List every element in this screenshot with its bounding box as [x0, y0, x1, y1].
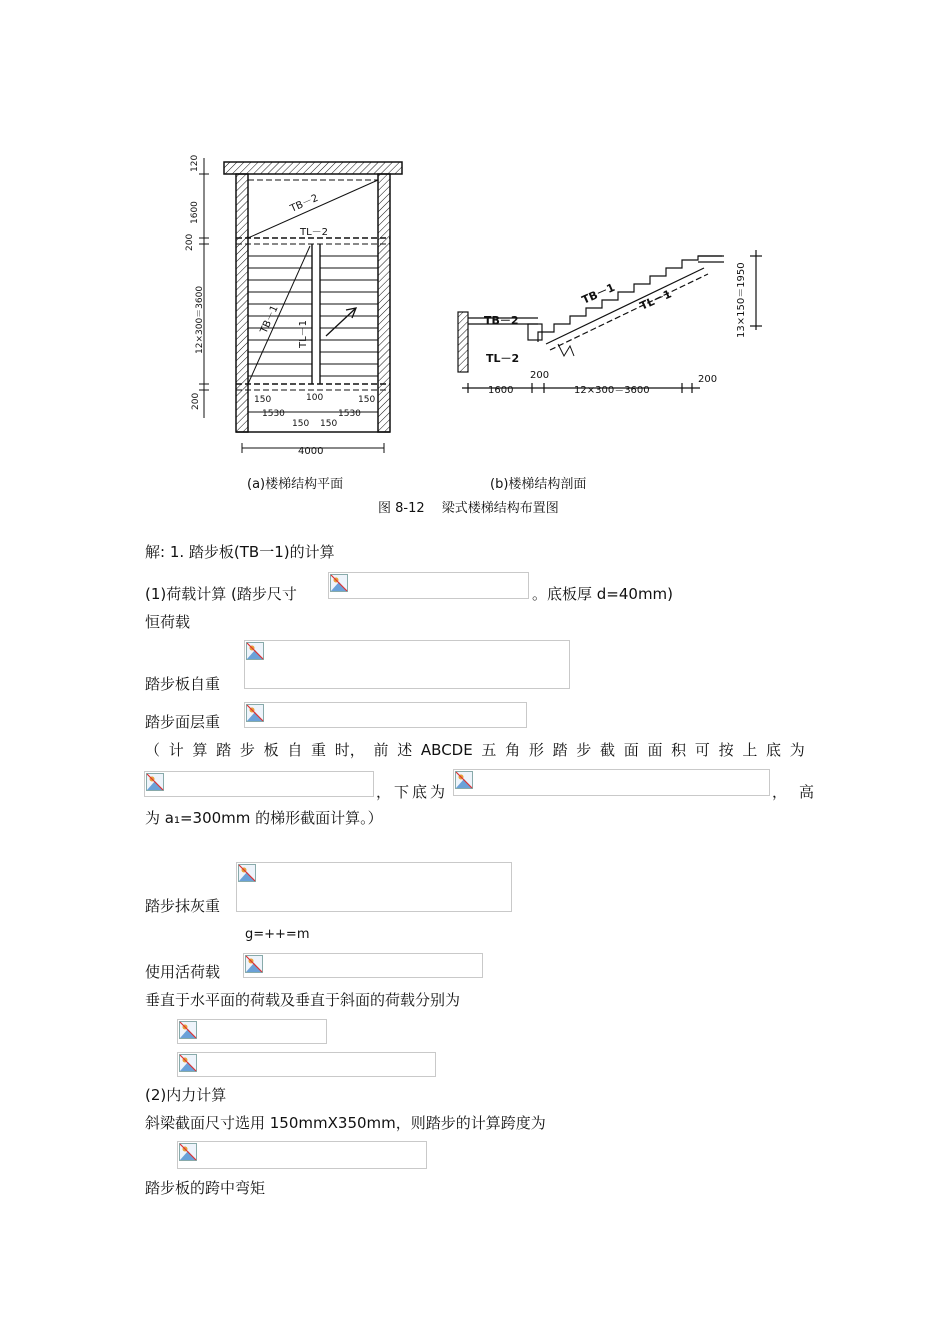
- plan-dim-150-left: 150: [254, 395, 272, 405]
- formula-image: [236, 862, 512, 912]
- formula-image: [177, 1052, 436, 1077]
- note-line-3: 为 a₁=300mm 的梯形截面计算。）: [145, 809, 383, 827]
- plaster-weight-label: 踏步抹灰重: [145, 897, 221, 915]
- plan-dim-flight: 12×300＝3600: [195, 285, 205, 354]
- plan-dim-200-bot: 200: [191, 392, 201, 410]
- plan-dim-150-right: 150: [358, 395, 376, 405]
- broken-image-icon: [179, 1021, 197, 1039]
- broken-image-icon: [330, 574, 348, 592]
- section-dim-200-a: 200: [530, 370, 550, 381]
- broken-image-icon: [246, 704, 264, 722]
- broken-image-icon: [179, 1143, 197, 1161]
- note-line-2-end: ，高: [772, 783, 827, 801]
- section-label-tb2: TB－2: [484, 314, 519, 327]
- broken-image-icon: [246, 642, 264, 660]
- section-dim-200-b: 200: [698, 374, 718, 385]
- plan-dim-150-b: 150: [320, 419, 338, 429]
- caption-section: (b)楼梯结构剖面: [490, 477, 587, 492]
- formula-image: [244, 702, 527, 728]
- stair-plan-drawing: [180, 148, 420, 468]
- plan-dim-150-a: 150: [292, 419, 310, 429]
- figure-caption: 图 8-12 梁式楼梯结构布置图: [378, 501, 559, 516]
- formula-image: [244, 640, 570, 689]
- plan-dim-100: 100: [306, 393, 324, 403]
- plan-dim-4000: 4000: [298, 446, 324, 457]
- load-calc-suffix: 。底板厚 d=40mm): [532, 585, 674, 603]
- note-line-2-mid: ，下底为: [376, 783, 449, 801]
- internal-force-heading: (2)内力计算: [145, 1086, 227, 1104]
- perp-loads-text: 垂直于水平面的荷载及垂直于斜面的荷载分别为: [145, 991, 461, 1009]
- formula-image: [144, 771, 374, 797]
- section-label-tb1: TB－1: [579, 280, 617, 307]
- formula-image: [177, 1019, 327, 1044]
- live-load-label: 使用活荷载: [145, 963, 221, 981]
- plan-label-tl2: TL－2: [300, 227, 329, 238]
- plan-dim-1530-right: 1530: [338, 409, 361, 419]
- section-dim-1600: 1600: [488, 385, 514, 396]
- load-calc-prefix: (1)荷载计算 (踏步尺寸: [145, 585, 297, 603]
- plan-label-tb1: TB－1: [258, 303, 281, 336]
- section-dim-height: 13×150＝1950: [736, 262, 747, 338]
- plan-dim-1530-left: 1530: [262, 409, 285, 419]
- solution-heading: 解: 1. 踏步板(TB一1)的计算: [145, 543, 335, 561]
- beam-section-text: 斜梁截面尺寸选用 150mmX350mm，则踏步的计算跨度为: [145, 1114, 546, 1132]
- plan-label-tl1: TL－1: [298, 319, 309, 348]
- broken-image-icon: [455, 771, 473, 789]
- section-label-tl1: TL－1: [637, 287, 674, 313]
- formula-image: [177, 1141, 427, 1169]
- note-line-1: （ 计 算 踏 步 板 自 重 时， 前 述 ABCDE 五 角 形 踏 步 截 面 面 积 可 按 上 底 为: [145, 741, 805, 759]
- self-weight-label: 踏步板自重: [145, 675, 221, 693]
- broken-image-icon: [245, 955, 263, 973]
- plan-label-tb2: TB－2: [288, 192, 321, 215]
- broken-image-icon: [238, 864, 256, 882]
- section-label-tl2: TL－2: [486, 352, 520, 365]
- caption-plan: (a)楼梯结构平面: [247, 477, 344, 492]
- broken-image-icon: [179, 1054, 197, 1072]
- formula-image: [453, 769, 770, 796]
- stair-section-drawing: [452, 238, 782, 403]
- section-dim-run: 12×300＝3600: [574, 385, 650, 396]
- plan-dim-200-top: 200: [185, 233, 195, 251]
- surface-weight-label: 踏步面层重: [145, 713, 221, 731]
- plan-dim-120: 120: [190, 154, 200, 172]
- formula-image: [328, 572, 529, 599]
- plan-dim-1600: 1600: [190, 201, 200, 224]
- g-formula: g=++=m: [245, 927, 310, 942]
- dead-load-label: 恒荷载: [145, 613, 191, 631]
- midspan-moment-text: 踏步板的跨中弯矩: [145, 1179, 266, 1197]
- formula-image: [243, 953, 483, 978]
- broken-image-icon: [146, 773, 164, 791]
